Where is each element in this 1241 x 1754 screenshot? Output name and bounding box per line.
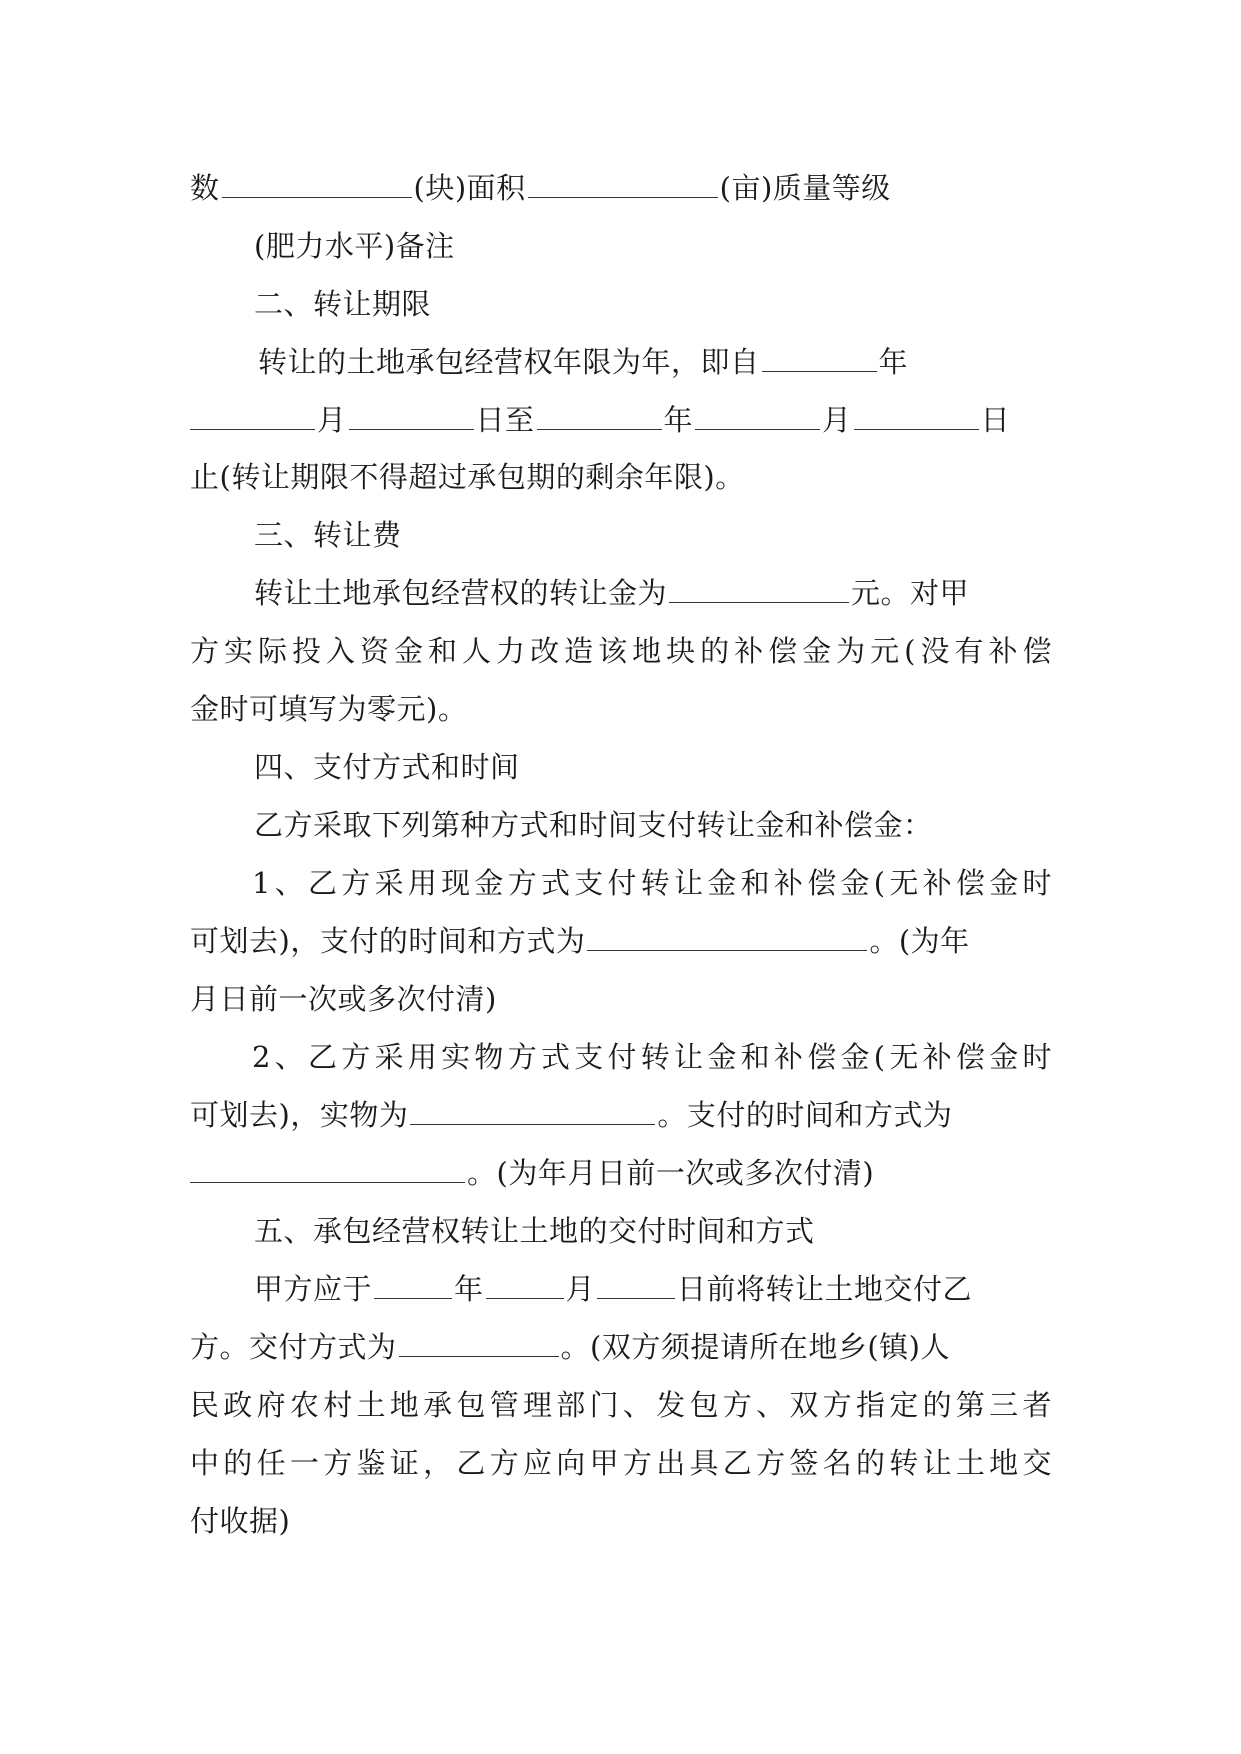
clause-heading-delivery: 五、承包经营权转让土地的交付时间和方式 bbox=[254, 1214, 815, 1248]
text-segment: 日前将转让土地交付乙 bbox=[677, 1272, 973, 1306]
blank-field-goods-payment[interactable] bbox=[190, 1155, 465, 1183]
text-segment: (亩)质量等级 bbox=[719, 171, 891, 205]
delivery-line-3: 民政府农村土地承包管理部门、发包方、双方指定的第三者 bbox=[190, 1388, 1052, 1422]
text-segment: 方。交付方式为 bbox=[190, 1330, 397, 1364]
clause-heading-payment: 四、支付方式和时间 bbox=[254, 750, 520, 784]
blank-field-start-year[interactable] bbox=[762, 344, 877, 372]
delivery-line-4: 中的任一方鉴证，乙方应向甲方出具乙方签名的转让土地交 bbox=[190, 1446, 1052, 1480]
payment-item-1-line-3: 月日前一次或多次付清) bbox=[190, 982, 497, 1016]
blank-field-end-day[interactable] bbox=[854, 402, 979, 430]
blank-field-start-month[interactable] bbox=[190, 402, 315, 430]
text-segment: 数 bbox=[190, 171, 220, 205]
blank-field-area[interactable] bbox=[528, 170, 718, 198]
text-segment: 。支付的时间和方式为 bbox=[657, 1098, 953, 1132]
clause-heading-fee: 三、转让费 bbox=[254, 518, 402, 552]
blank-field-delivery-day[interactable] bbox=[597, 1271, 675, 1299]
text-segment: 年 bbox=[878, 345, 909, 379]
payment-item-2-line-1: 2、乙方采用实物方式支付转让金和补偿金(无补偿金时 bbox=[252, 1040, 1052, 1074]
payment-item-1-line-2 bbox=[190, 921, 1052, 961]
text-segment: 。(为年 bbox=[869, 924, 970, 958]
term-line-2 bbox=[190, 400, 1052, 440]
blank-field-start-day[interactable] bbox=[349, 402, 474, 430]
delivery-line-5: 付收据) bbox=[190, 1504, 291, 1538]
blank-field-cash-payment[interactable] bbox=[587, 923, 867, 951]
blank-field-transfer-fee[interactable] bbox=[669, 575, 849, 603]
payment-intro: 乙方采取下列第种方式和时间支付转让金和补偿金： bbox=[254, 808, 933, 842]
text-segment: 月 bbox=[822, 403, 852, 437]
text-segment: 转让的土地承包经营权年限为年，即自 bbox=[258, 345, 760, 379]
text-segment: 年 bbox=[663, 403, 694, 437]
clause-heading-term: 二、转让期限 bbox=[254, 287, 432, 321]
text-segment: 转让土地承包经营权的转让金为 bbox=[254, 576, 668, 610]
blank-field-delivery-month[interactable] bbox=[486, 1271, 564, 1299]
payment-item-2-line-2 bbox=[190, 1095, 1052, 1135]
payment-item-2-line-3 bbox=[190, 1153, 1052, 1193]
fee-line-3: 金时可填写为零元)。 bbox=[190, 692, 468, 726]
delivery-line-2 bbox=[190, 1327, 1052, 1367]
blank-field-end-month[interactable] bbox=[695, 402, 820, 430]
blank-field-goods[interactable] bbox=[410, 1097, 655, 1125]
text-segment: (块)面积 bbox=[413, 171, 526, 205]
blank-field-end-year[interactable] bbox=[537, 402, 662, 430]
blank-field-delivery-method[interactable] bbox=[399, 1329, 559, 1357]
land-info-line bbox=[190, 168, 1052, 208]
text-segment: 月 bbox=[565, 1272, 596, 1306]
text-segment: 甲方应于 bbox=[254, 1272, 373, 1306]
text-segment: 。(为年月日前一次或多次付清) bbox=[467, 1156, 875, 1190]
text-segment: 元。对甲 bbox=[851, 576, 970, 610]
fee-line-2: 方实际投入资金和人力改造该地块的补偿金为元(没有补偿 bbox=[190, 634, 1052, 668]
delivery-line-1 bbox=[254, 1269, 1052, 1309]
text-segment: 年 bbox=[454, 1272, 484, 1306]
payment-item-1-line-1: 1、乙方采用现金方式支付转让金和补偿金(无补偿金时 bbox=[252, 866, 1052, 900]
fee-line-1 bbox=[254, 573, 1052, 613]
text-segment: 可划去)，支付的时间和方式为 bbox=[190, 924, 586, 958]
term-line-1 bbox=[258, 342, 1052, 382]
text-segment: 日至 bbox=[475, 403, 535, 437]
remark-line: (肥力水平)备注 bbox=[254, 229, 455, 263]
text-segment: 可划去)，实物为 bbox=[190, 1098, 409, 1132]
blank-field-plots[interactable] bbox=[222, 170, 412, 198]
term-line-3: 止(转让期限不得超过承包期的剩余年限)。 bbox=[190, 460, 745, 494]
text-segment: 日 bbox=[980, 403, 1011, 437]
text-segment: 。(双方须提请所在地乡(镇)人 bbox=[560, 1330, 950, 1364]
blank-field-delivery-year[interactable] bbox=[374, 1271, 452, 1299]
text-segment: 月 bbox=[317, 403, 347, 437]
